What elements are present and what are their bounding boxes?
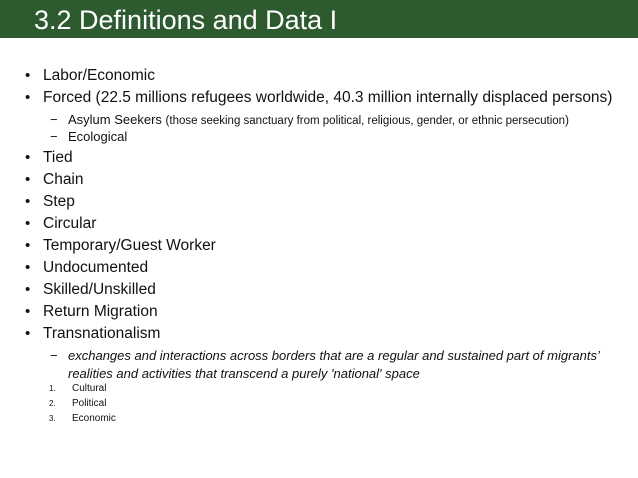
bullet-marker: •	[25, 149, 31, 166]
list-item-label: Return Migration	[43, 303, 158, 320]
number-marker: 2.	[49, 399, 56, 408]
list-item-temporary	[25, 236, 216, 256]
sublist-item-label: exchanges and interactions across borders that are a regular and sustained part of migrants’	[68, 348, 600, 363]
bullet-marker: •	[25, 303, 31, 320]
list-item-labor	[25, 66, 156, 86]
bullet-marker: •	[25, 325, 31, 342]
bullet-marker: •	[25, 281, 31, 298]
list-item-undocumented	[25, 258, 149, 278]
numbered-item-label: Political	[72, 398, 107, 409]
bullet-marker: •	[25, 237, 31, 254]
list-item-label: Skilled/Unskilled	[43, 281, 156, 298]
number-marker: 3.	[49, 414, 56, 423]
list-item-label: Chain	[43, 171, 84, 188]
dash-marker: −	[50, 129, 58, 144]
list-item-forced	[25, 88, 613, 108]
sublist-item-label: realities and activities that transcend a purely 'national' space	[68, 366, 420, 381]
sublist-item-label: Ecological	[68, 129, 128, 144]
slide-title: 3.2 Definitions and Data I	[34, 5, 338, 35]
sublist-item-ecological	[50, 128, 128, 146]
list-item-label: Undocumented	[43, 259, 149, 276]
sublist-item-asylum	[50, 111, 569, 130]
list-item-circular	[25, 214, 97, 234]
list-item-label: Temporary/Guest Worker	[43, 237, 216, 254]
numbered-item-label: Cultural	[72, 383, 107, 394]
sublist-item-trans-definition-continued	[68, 365, 420, 383]
list-item-label: Labor/Economic	[43, 67, 156, 84]
sublist-item-trans-definition	[50, 347, 600, 365]
bullet-marker: •	[25, 171, 31, 188]
numbered-item-cultural	[49, 382, 107, 396]
list-item-label: Transnationalism	[43, 325, 161, 342]
list-item-label: Step	[43, 193, 75, 210]
sublist-item-note: (those seeking sanctuary from political, religious, gender, or ethnic persecution)	[165, 115, 569, 127]
bullet-marker: •	[25, 215, 31, 232]
list-item-label: Circular	[43, 215, 97, 232]
bullet-marker: •	[25, 193, 31, 210]
numbered-item-economic	[49, 412, 116, 426]
number-marker: 1.	[49, 384, 56, 393]
list-item-transnationalism	[25, 324, 161, 344]
list-item-return	[25, 302, 158, 322]
list-item-skilled	[25, 280, 156, 300]
bullet-marker: •	[25, 259, 31, 276]
list-item-label: Forced (22.5 millions refugees worldwide, 40.3 million internally displaced persons)	[43, 89, 613, 106]
list-item-step	[25, 192, 75, 212]
list-item-label: Tied	[43, 149, 73, 166]
dash-marker: −	[50, 348, 58, 363]
numbered-item-label: Economic	[72, 413, 116, 424]
bullet-marker: •	[25, 89, 31, 106]
list-item-tied	[25, 148, 73, 168]
dash-marker: −	[50, 112, 58, 127]
bullet-marker: •	[25, 67, 31, 84]
list-item-chain	[25, 170, 84, 190]
sublist-item-label: Asylum Seekers	[68, 112, 162, 127]
numbered-item-political	[49, 397, 107, 411]
